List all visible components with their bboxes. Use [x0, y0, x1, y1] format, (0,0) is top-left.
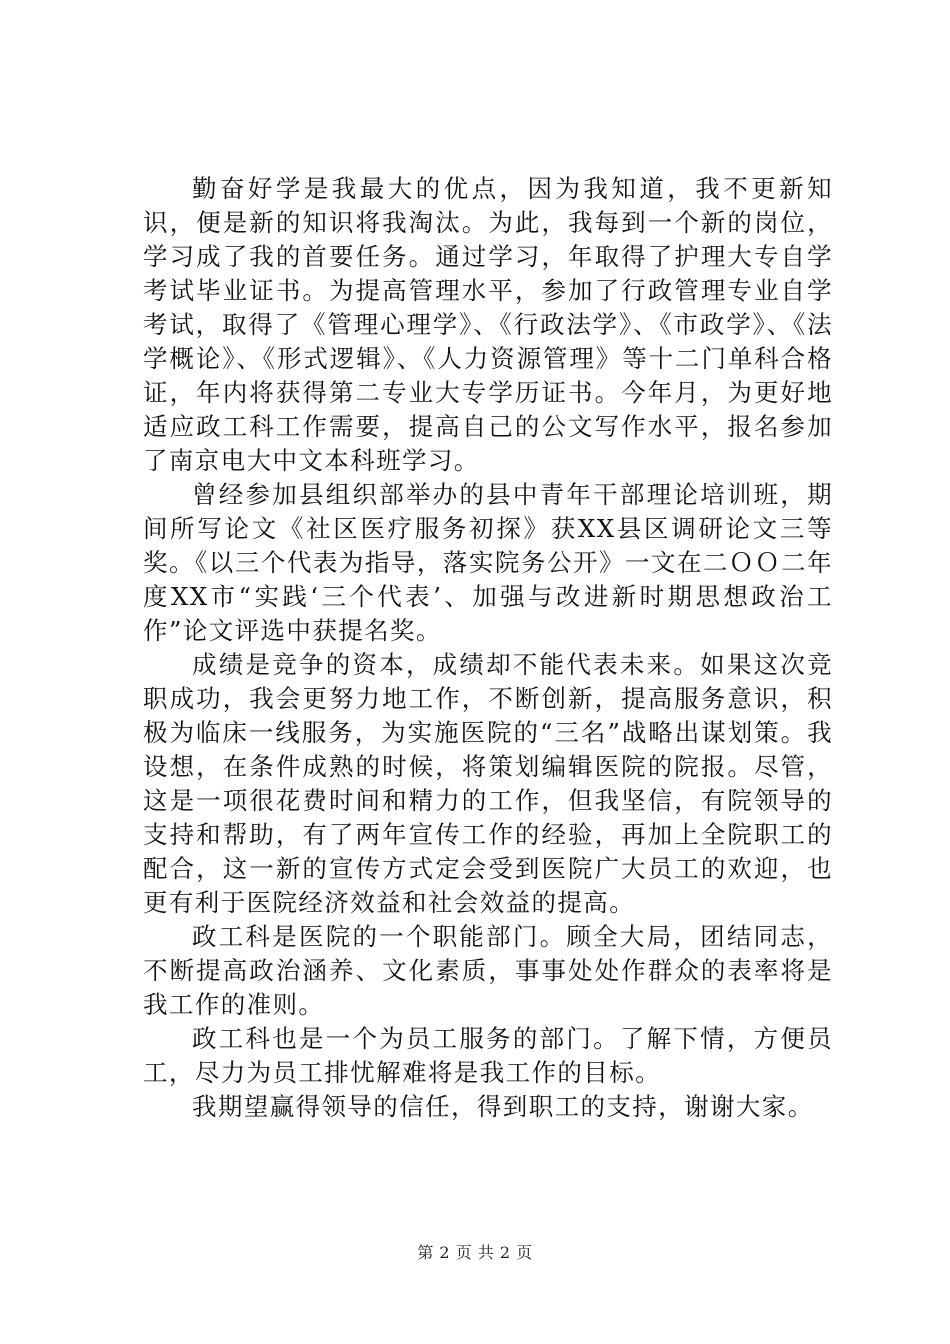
paragraph-department-role: 政工科是医院的一个职能部门。顾全大局，团结同志，不断提高政治涵养、文化素质，事事处处作群众的表率将是我工作的准则。 [143, 922, 833, 1019]
page-footer: 第 2 页 共 2 页 [417, 1243, 533, 1262]
paragraph-study: 勤奋好学是我最大的优点，因为我知道，我不更新知识，便是新的知识将我淘汰。为此，我每到一个新的岗位，学习成了我的首要任务。通过学习，年取得了护理大专自学考试毕业证书。为提高管理水平，参加了行政管理专业自学考试，取得了《管理心理学》、《行政法学》、《市政学》、《法学概论》、《形式逻辑》、《人力资源管理》等十二门单科合格证，年内将获得第二专业大专学历证书。今年月，为更好地适应政工科工作需要，提高自己的公文写作水平，报名参加了南京电大中文本科班学习。 [143, 174, 833, 475]
document-body [143, 172, 833, 1124]
paragraph-future-plan: 成绩是竞争的资本，成绩却不能代表未来。如果这次竞职成功，我会更努力地工作，不断创新，提高服务意识，积极为临床一线服务，为实施医院的“三名”战略出谋划策。我设想，在条件成熟的时候，将策划编辑医院的院报。尽管，这是一项很花费时间和精力的工作，但我坚信，有院领导的支持和帮助，有了两年宣传工作的经验，再加上全院职工的配合，这一新的宣传方式定会受到医院广大员工的欢迎，也更有利于医院经济效益和社会效益的提高。 [143, 650, 833, 917]
paragraph-service-goal: 政工科也是一个为员工服务的部门。了解下情，方便员工，尽力为员工排忧解难将是我工作的目标。 [143, 1024, 833, 1087]
paragraph-thesis-award: 曾经参加县组织部举办的县中青年干部理论培训班，期间所写论文《社区医疗服务初探》获XX县区调研论文三等奖。《以三个代表为指导，落实院务公开》一文在二ＯＯ二年度XX市“实践‘三个代表’、加强与改进新时期思想政治工作”论文评选中获提名奖。 [143, 480, 833, 645]
paragraph-closing: 我期望赢得领导的信任，得到职工的支持，谢谢大家。 [192, 1092, 814, 1121]
